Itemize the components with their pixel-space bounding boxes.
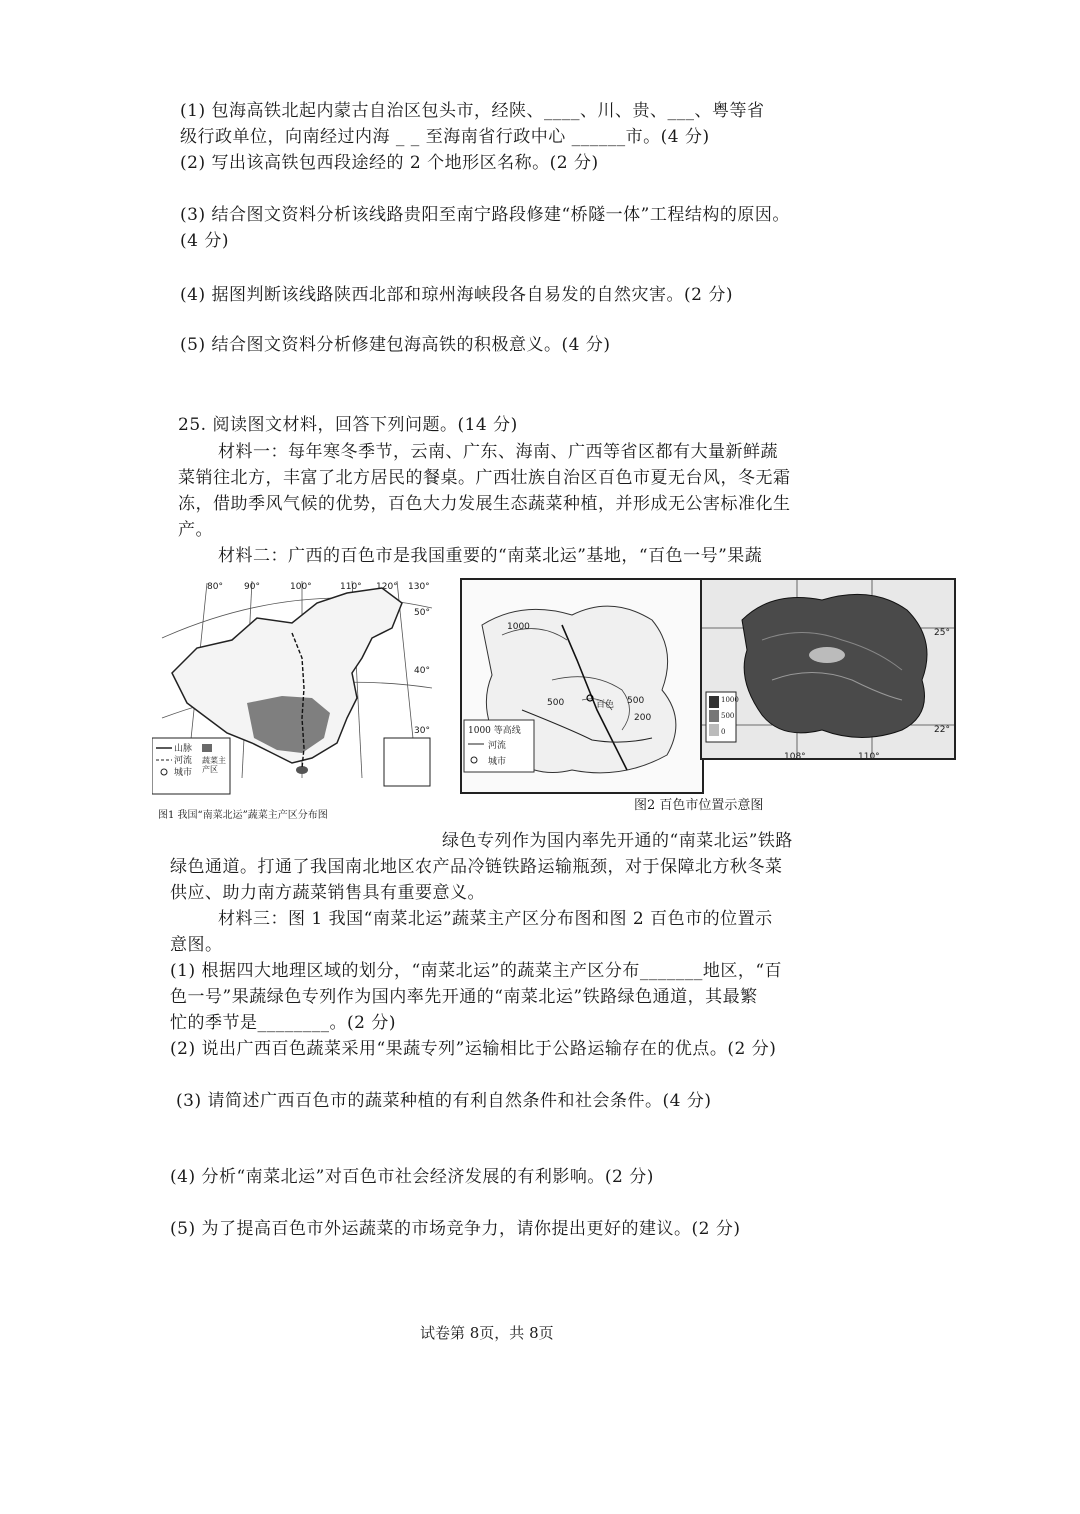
q25-material2-line4: 供应、助力南方蔬菜销售具有重要意义。 — [170, 883, 485, 903]
fig2-city-baise: 百色 — [596, 700, 615, 710]
q25-material1-line2: 菜销往北方，丰富了北方居民的餐桌。广西壮族自治区百色市夏无台风，冬无霜 — [178, 468, 791, 488]
q25-sub3: (3) 请简述广西百色市的蔬菜种植的有利自然条件和社会条件。(4 分) — [176, 1091, 712, 1111]
q25-sub4: (4) 分析“南菜北运”对百色市社会经济发展的有利影响。(2 分) — [170, 1167, 654, 1187]
fig1-lat-30: 30° — [414, 726, 430, 736]
q25-material1-line4: 产。 — [178, 520, 213, 540]
q24-p1-line2: 级行政单位，向南经过内海 _ _ 至海南省行政中心 ______市。(4 分) — [180, 127, 710, 147]
fig2-contour-500-a: 500 — [547, 698, 565, 708]
figure2-relief-inset — [700, 578, 956, 760]
fig2-contour-200: 200 — [634, 713, 652, 723]
fig1-lon-110: 110° — [340, 582, 362, 592]
q25-material2-line3: 绿色通道。打通了我国南北地区农产品冷链铁路运输瓶颈，对于保障北方秋冬菜 — [170, 857, 783, 877]
fig2-lat-25: 25° — [934, 628, 950, 638]
figure1-caption: 图1 我国“南菜北运”蔬菜主产区分布图 — [158, 810, 328, 821]
fig1-legend-vegetable-area: 蔬菜主产区 — [202, 756, 226, 774]
fig1-lon-120: 120° — [376, 582, 398, 592]
fig1-lon-100: 100° — [290, 582, 312, 592]
figure2-baise-map — [460, 578, 704, 794]
fig2-lon-110: 110° — [858, 752, 880, 760]
q24-p5: (5) 结合图文资料分析修建包海高铁的积极意义。(4 分) — [180, 335, 611, 355]
q25-sub2: (2) 说出广西百色蔬菜采用“果蔬专列”运输相比于公路运输存在的优点。(2 分) — [170, 1039, 777, 1059]
fig1-legend-mountain: 山脉 — [174, 744, 193, 754]
q25-sub1-line1: (1) 根据四大地理区域的划分，“南菜北运”的蔬菜主产区分布_______地区，“百 — [170, 961, 783, 981]
fig1-lat-50: 50° — [414, 608, 430, 618]
fig2-contour-500-b: 500 — [627, 696, 645, 706]
q25-material1-line3: 冻，借助季风气候的优势，百色大力发展生态蔬菜种植，并形成无公害标准化生 — [178, 494, 791, 514]
fig2-contour-1000: 1000 — [507, 622, 530, 632]
fig1-lon-90: 90° — [244, 582, 260, 592]
page-footer: 试卷第 8页，共 8页 — [420, 1324, 554, 1342]
q25-material2-line2: 绿色专列作为国内率先开通的“南菜北运”铁路 — [442, 831, 793, 851]
fig2-legend-contour: 1000 等高线 — [468, 726, 521, 736]
fig1-lat-40: 40° — [414, 666, 430, 676]
q25-sub1-line2: 色一号”果蔬绿色专列作为国内率先开通的“南菜北运”铁路绿色通道，其最繁 — [170, 987, 758, 1007]
fig1-legend-city: 城市 — [174, 768, 193, 778]
q25-material1-line1: 材料一：每年寒冬季节，云南、广东、海南、广西等省区都有大量新鲜蔬 — [218, 442, 778, 462]
q24-p3-line2: (4 分) — [180, 231, 229, 251]
q25-sub5: (5) 为了提高百色市外运蔬菜的市场竞争力，请你提出更好的建议。(2 分) — [170, 1219, 741, 1239]
fig1-legend-river: 河流 — [174, 756, 193, 766]
fig2-scale-500: 500 — [721, 712, 735, 720]
fig1-lon-80: 80° — [207, 582, 223, 592]
fig2-lon-108: 108° — [784, 752, 806, 760]
figure1-map-graphic — [152, 578, 442, 800]
fig2-lat-22: 22° — [934, 725, 950, 735]
q25-material3-line1: 材料三：图 1 我国“南菜北运”蔬菜主产区分布图和图 2 百色市的位置示 — [218, 909, 773, 929]
q24-p1-line1: (1) 包海高铁北起内蒙古自治区包头市，经陕、____、川、贵、___、粤等省 — [180, 101, 765, 121]
q24-p2: (2) 写出该高铁包西段途经的 2 个地形区名称。(2 分) — [180, 153, 599, 173]
fig1-lon-130: 130° — [408, 582, 430, 592]
fig2-scale-1000: 1000 — [721, 696, 739, 704]
q25-heading: 25. 阅读图文材料，回答下列问题。(14 分) — [178, 415, 518, 435]
figure2-caption: 图2 百色市位置示意图 — [634, 798, 764, 813]
figure1-china-map — [152, 578, 442, 800]
figure2-relief-graphic — [702, 580, 954, 758]
q24-p3-line1: (3) 结合图文资料分析该线路贵阳至南宁路段修建“桥隧一体”工程结构的原因。 — [180, 205, 790, 225]
q25-material2-line1: 材料二：广西的百色市是我国重要的“南菜北运”基地，“百色一号”果蔬 — [218, 546, 763, 566]
q25-material3-line2: 意图。 — [170, 935, 223, 955]
q25-sub1-line3: 忙的季节是________。(2 分) — [170, 1013, 396, 1033]
q24-p4: (4) 据图判断该线路陕西北部和琼州海峡段各自易发的自然灾害。(2 分) — [180, 285, 733, 305]
fig2-scale-0: 0 — [721, 728, 726, 736]
fig2-legend-river: 河流 — [488, 741, 507, 751]
fig2-legend-city: 城市 — [488, 757, 507, 767]
